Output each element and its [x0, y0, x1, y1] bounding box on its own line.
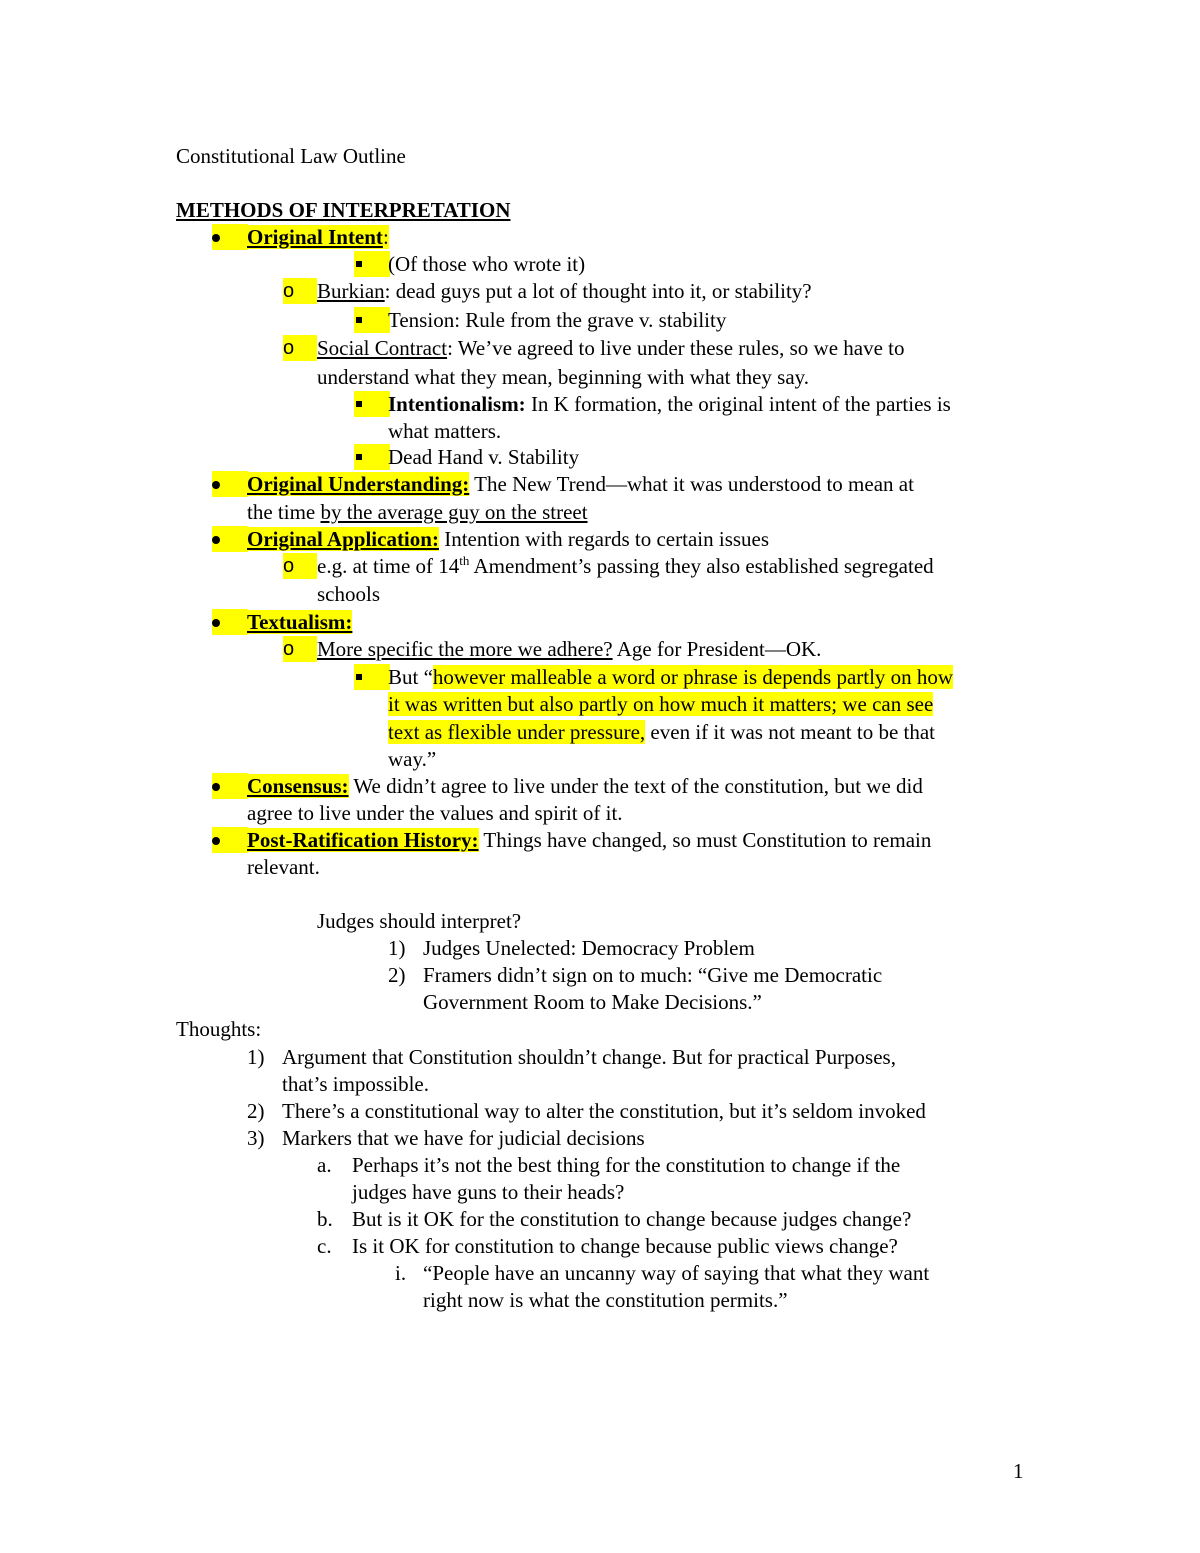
list-item-continued: Government Room to Make Decisions.”: [423, 990, 762, 1014]
bullet-circle-icon: o: [283, 335, 317, 361]
burkian-item: Burkian: dead guys put a lot of thought into it, or stability?: [317, 279, 812, 303]
list-item: “People have an uncanny way of saying that what they want: [423, 1261, 930, 1285]
bullet-square-icon: [354, 444, 390, 470]
textualism-sub: More specific the more we adhere? Age for President—OK.: [317, 637, 822, 661]
list-item: There’s a constitutional way to alter the constitution, but it’s seldom invoked: [282, 1099, 926, 1123]
dead-hand-item: Dead Hand v. Stability: [388, 445, 580, 469]
bullet-square-icon: [354, 307, 390, 333]
original-intent-label: Original Intent: [247, 225, 383, 249]
bullet-dot-icon: [212, 609, 248, 635]
textualism-quote-line4: way.”: [388, 747, 437, 771]
thoughts-heading: Thoughts:: [176, 1017, 262, 1041]
burkian-sub: Tension: Rule from the grave v. stability: [388, 308, 727, 332]
list-number: 3): [247, 1126, 265, 1150]
list-number: 1): [247, 1045, 265, 1069]
document-title: Constitutional Law Outline: [176, 144, 406, 168]
social-contract-item: Social Contract: We’ve agreed to live under these rules, so we have to: [317, 336, 905, 360]
bullet-dot-icon: [212, 773, 248, 799]
bullet-dot-icon: [212, 471, 248, 497]
bullet-dot-icon: [212, 224, 248, 250]
intentionalism-line2: what matters.: [388, 419, 502, 443]
original-intent-item: Original Intent:: [247, 225, 389, 249]
original-application-sub-line2: schools: [317, 582, 380, 606]
list-item: But is it OK for the constitution to change because judges change?: [352, 1207, 912, 1231]
original-intent-sub: (Of those who wrote it): [388, 252, 586, 276]
original-understanding-line2: the time by the average guy on the street: [247, 500, 588, 524]
bullet-circle-icon: o: [283, 636, 317, 662]
textualism-quote-line3: text as flexible under pressure, even if it was not meant to be that: [388, 720, 936, 744]
list-number: 2): [388, 963, 406, 987]
list-letter: c.: [317, 1234, 332, 1258]
list-item: Is it OK for constitution to change because public views change?: [352, 1234, 898, 1258]
original-application-sub: e.g. at time of 14th Amendment’s passing they also established segregated: [317, 553, 934, 578]
bullet-circle-icon: o: [283, 278, 317, 304]
list-letter: b.: [317, 1207, 333, 1231]
list-item-continued: right now is what the constitution permits.”: [423, 1288, 788, 1312]
list-number: 2): [247, 1099, 265, 1123]
intentionalism-item: Intentionalism: In K formation, the original intent of the parties is: [388, 392, 951, 416]
bullet-circle-icon: o: [283, 553, 317, 579]
list-letter: a.: [317, 1153, 332, 1177]
bullet-square-icon: [354, 251, 390, 277]
list-item-continued: judges have guns to their heads?: [352, 1180, 625, 1204]
bullet-square-icon: [354, 391, 390, 417]
textualism-item: Textualism:: [247, 610, 353, 634]
bullet-dot-icon: [212, 827, 248, 853]
post-ratification-item: Post-Ratification History: Things have changed, so must Constitution to remain: [247, 828, 932, 852]
consensus-line2: agree to live under the values and spirit of it.: [247, 801, 623, 825]
list-item: Argument that Constitution shouldn’t change. But for practical Purposes,: [282, 1045, 896, 1069]
list-number: 1): [388, 936, 406, 960]
judges-question: Judges should interpret?: [317, 909, 522, 933]
original-application-item: Original Application: Intention with regards to certain issues: [247, 527, 770, 551]
page-number: 1: [1013, 1459, 1024, 1483]
list-item-continued: that’s impossible.: [282, 1072, 429, 1096]
list-item: Framers didn’t sign on to much: “Give me Democratic: [423, 963, 883, 987]
social-contract-line2: understand what they mean, beginning with what they say.: [317, 365, 810, 389]
post-ratification-line2: relevant.: [247, 855, 320, 879]
original-understanding-item: Original Understanding: The New Trend—what it was understood to mean at: [247, 472, 914, 496]
consensus-item: Consensus: We didn’t agree to live under the text of the constitution, but we did: [247, 774, 923, 798]
list-item: Perhaps it’s not the best thing for the constitution to change if the: [352, 1153, 901, 1177]
bullet-square-icon: [354, 664, 390, 690]
textualism-quote-line2: it was written but also partly on how much it matters; we can see: [388, 692, 934, 716]
list-roman: i.: [395, 1261, 407, 1285]
list-item: Markers that we have for judicial decisions: [282, 1126, 645, 1150]
list-item: Judges Unelected: Democracy Problem: [423, 936, 755, 960]
bullet-dot-icon: [212, 526, 248, 552]
textualism-quote-line1: But “however malleable a word or phrase is depends partly on how: [388, 665, 954, 689]
section-heading: METHODS OF INTERPRETATION: [176, 198, 511, 222]
